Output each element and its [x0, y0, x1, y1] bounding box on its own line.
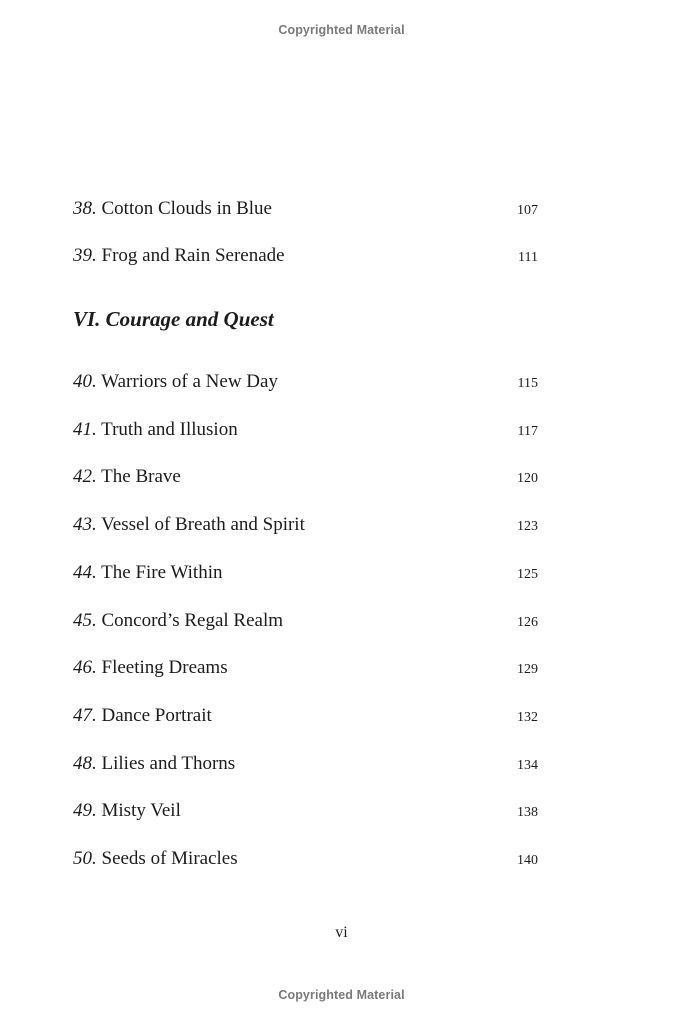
toc-entry-page: 134: [517, 758, 538, 773]
toc-entry-title: [73, 245, 285, 267]
toc-entry-text: Seeds of Miracles: [101, 848, 238, 869]
toc-entry: [73, 198, 538, 228]
toc-entry-title: [73, 514, 305, 536]
toc-entry-title: [73, 657, 228, 679]
toc-entry-text: Misty Veil: [101, 800, 181, 821]
toc-entry-title: [73, 800, 181, 822]
toc-entry-number: 41.: [73, 419, 97, 440]
toc-entry-number: 45.: [73, 610, 97, 631]
toc-entry-text: Fleeting Dreams: [101, 657, 228, 678]
toc-entry-page: 115: [517, 376, 538, 391]
toc-entry-text: Lilies and Thorns: [101, 753, 236, 774]
toc-entry-text: Concord’s Regal Realm: [101, 610, 284, 631]
toc-entry-number: 50.: [73, 848, 97, 869]
toc-entry-number: 49.: [73, 800, 97, 821]
toc-entry-page: 126: [517, 615, 538, 630]
toc-entry-page: 117: [517, 424, 538, 439]
toc-entry: [73, 466, 538, 496]
toc-entry-page: 138: [517, 805, 538, 820]
toc-entry-page: 111: [518, 250, 538, 265]
toc-entry-number: 39.: [73, 245, 97, 266]
toc-entry-number: 44.: [73, 562, 97, 583]
toc-entry-title: [73, 753, 235, 775]
toc-entry: [73, 657, 538, 687]
toc-entry-page: 132: [517, 710, 538, 725]
toc-entry-text: Truth and Illusion: [101, 419, 238, 440]
toc-entry-title: [73, 198, 272, 220]
toc-entry-text: Frog and Rain Serenade: [101, 245, 285, 266]
toc-entry-number: 40.: [73, 371, 97, 392]
toc-entry: [73, 848, 538, 878]
toc-entry: [73, 705, 538, 735]
toc-entry: [73, 245, 538, 275]
toc-entry-title: [73, 610, 283, 632]
toc-entry: [73, 514, 538, 544]
toc-entry-text: Vessel of Breath and Spirit: [101, 514, 305, 535]
toc-entry-number: 38.: [73, 198, 97, 219]
page-number: vi: [335, 924, 348, 941]
toc-entry-number: 47.: [73, 705, 97, 726]
toc-entry-title: [73, 466, 181, 488]
toc-entry-number: 46.: [73, 657, 97, 678]
toc-entry-text: The Fire Within: [101, 562, 223, 583]
toc-entry-page: 107: [517, 203, 538, 218]
copyright-watermark-top: Copyrighted Material: [278, 23, 405, 37]
toc-entry-title: [73, 848, 238, 870]
toc-entry-text: The Brave: [101, 466, 181, 487]
toc-entry-title: [73, 562, 222, 584]
toc-entry: [73, 753, 538, 783]
toc-entry-text: Warriors of a New Day: [101, 371, 278, 392]
toc-entry-text: Cotton Clouds in Blue: [101, 198, 272, 219]
toc-entry-page: 125: [517, 567, 538, 582]
toc-entry-title: [73, 419, 238, 441]
toc-entry-number: 48.: [73, 753, 97, 774]
toc-entry-page: 140: [517, 853, 538, 868]
toc-entry-number: 42.: [73, 466, 97, 487]
toc-entry: [73, 419, 538, 449]
toc-entry-title: [73, 371, 278, 393]
toc-entry-page: 120: [517, 471, 538, 486]
toc-entry: [73, 562, 538, 592]
toc-entry-number: 43.: [73, 514, 97, 535]
section-heading: VI. Courage and Quest: [73, 307, 274, 331]
toc-entry-page: 129: [517, 662, 538, 677]
toc-entry-text: Dance Portrait: [101, 705, 212, 726]
toc-entry: [73, 800, 538, 830]
toc-entry: [73, 371, 538, 401]
toc-entry: [73, 610, 538, 640]
copyright-watermark-bottom: Copyrighted Material: [278, 988, 405, 1002]
toc-entry-page: 123: [517, 519, 538, 534]
toc-entry-title: [73, 705, 212, 727]
